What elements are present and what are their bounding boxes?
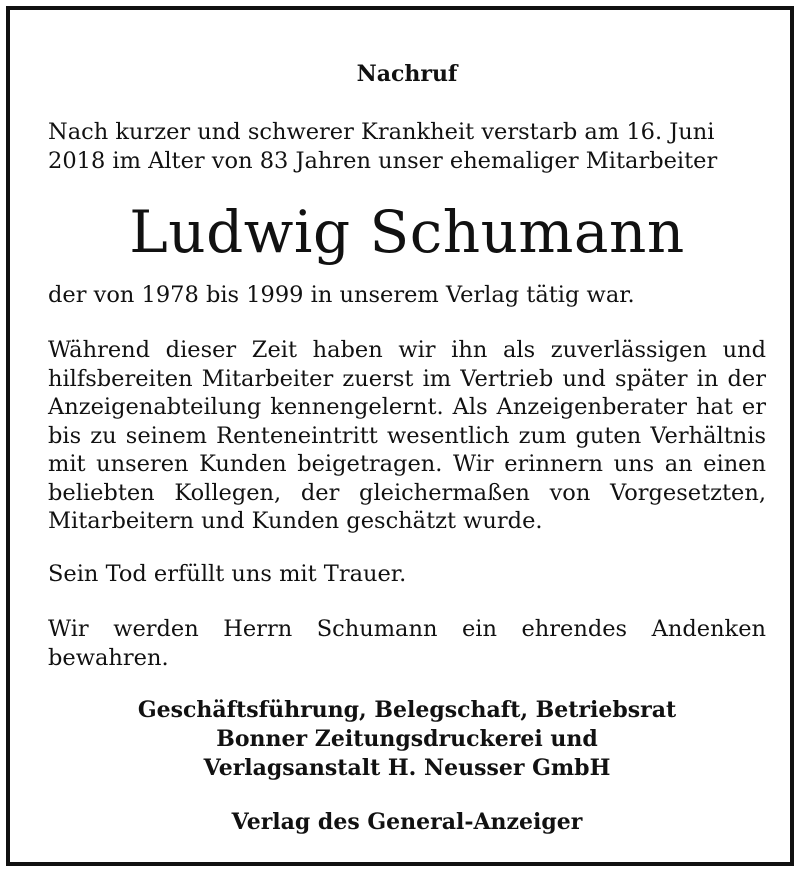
notice-heading: Nachruf [356,61,458,87]
obituary-notice-frame [6,6,794,866]
signatory-line: Geschäftsführung, Belegschaft, Betriebsrat [137,697,677,723]
remembrance-text: Wir werden Herrn Schumann ein ehrendes Andenken bewahren. [48,616,766,671]
deceased-name: Ludwig Schumann [129,198,685,266]
signatory-line: Bonner Zeitungsdruckerei und [216,726,598,752]
sadness-text: Sein Tod erfüllt uns mit Trauer. [48,561,407,587]
tenure-text: der von 1978 bis 1999 in unserem Verlag tätig war. [48,282,635,308]
signatory-line: Verlagsanstalt H. Neusser GmbH [203,755,611,781]
intro-paragraph [48,118,766,175]
publisher-name: Verlag des General-Anzeiger [231,809,583,835]
body-paragraph: Während dieser Zeit haben wir ihn als zuverlässigen und hilfsbereiten Mitarbeiter zuerst im Vertrieb und später in der Anzeigenabteilung kennengelernt. Als Anzeigenberater hat er bis zu seinem Renteneintritt wesentlich zum guten Verhältnis mit unseren Kunden beigetragen. Wir erinnern uns an einen beliebten Kollegen, der gleichermaßen von Vorgesetzten, Mitarbeitern und Kunden geschätzt wurde. [48,337,766,534]
intro-line: Nach kurzer und schwerer Krankheit verstarb am 16. Juni [48,119,715,145]
intro-line: 2018 im Alter von 83 Jahren unser ehemaliger Mitarbeiter [48,147,718,174]
signatories-block [48,696,766,783]
